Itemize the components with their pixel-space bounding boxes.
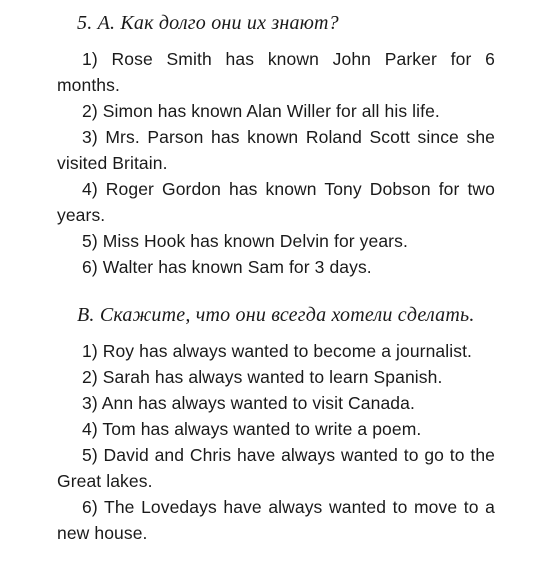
section-b-heading: В. Скажите, что они всегда хотели сделать. <box>77 304 475 326</box>
section-b-item-6: 6) The Lovedays have always wanted to move to a new house. <box>57 497 495 543</box>
section-a-item-4: 4) Roger Gordon has known Tony Dobson for two years. <box>57 179 495 225</box>
section-b-item-2: 2) Sarah has always wanted to learn Spanish. <box>82 367 443 387</box>
section-a-item-5: 5) Miss Hook has known Delvin for years. <box>82 231 408 251</box>
section-b-list <box>57 338 495 546</box>
exercise-page <box>57 10 495 546</box>
section-b-item-5: 5) David and Chris have always wanted to go to the Great lakes. <box>57 445 495 491</box>
section-a-item-2: 2) Simon has known Alan Willer for all his life. <box>82 101 440 121</box>
section-a-item-1: 1) Rose Smith has known John Parker for 6 months. <box>57 49 495 95</box>
section-b-item-3: 3) Ann has always wanted to visit Canada. <box>82 393 415 413</box>
section-a-heading: 5. А. Как долго они их знают? <box>77 12 339 34</box>
section-a-item-6: 6) Walter has known Sam for 3 days. <box>82 257 372 277</box>
section-b-item-1: 1) Roy has always wanted to become a journalist. <box>82 341 472 361</box>
section-a-item-3: 3) Mrs. Parson has known Roland Scott since she visited Britain. <box>57 127 495 173</box>
section-b-item-4: 4) Tom has always wanted to write a poem. <box>82 419 422 439</box>
section-a-list <box>57 46 495 280</box>
